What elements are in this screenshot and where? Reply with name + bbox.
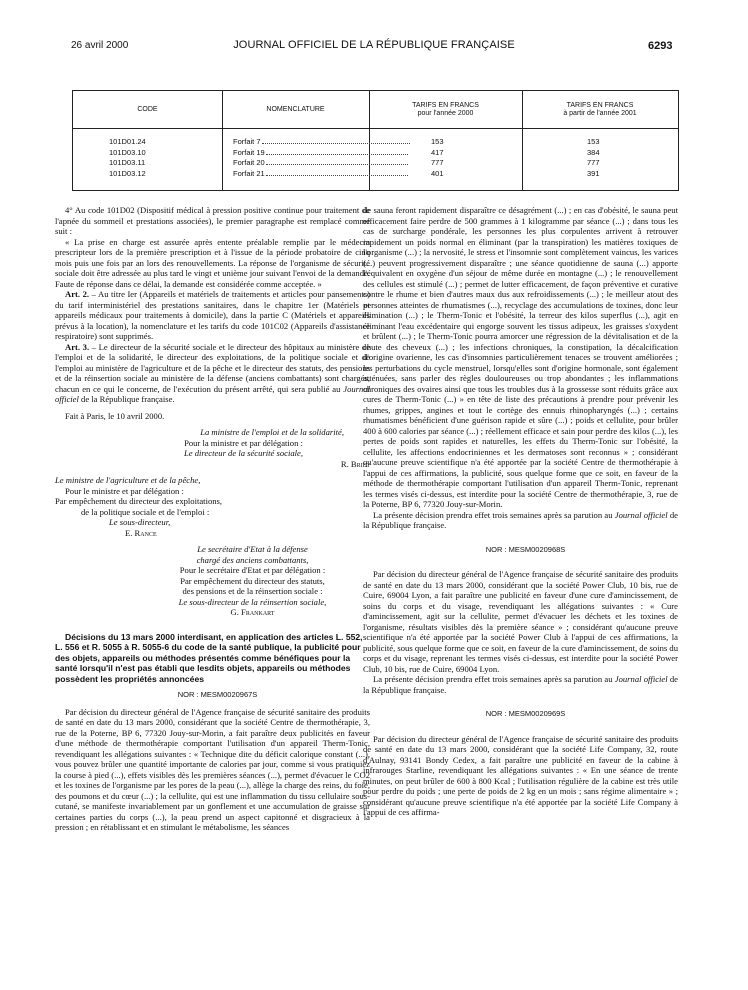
signatory-3-delegation: Pour le secrétaire d'Etat et par délégation : — [179, 565, 326, 575]
signatory-2-role: Le sous-directeur, — [109, 517, 171, 527]
nor-reference-2: NOR : MESM0020968S — [485, 544, 566, 554]
col-header-code: CODE — [137, 105, 158, 113]
signatory-3-role: Le sous-directeur de la réinsertion sociale, — [178, 596, 327, 607]
paragraph-decision-life-company: Par décision du directeur général de l'Agence française de sécurité sanitaire des produits de santé en date du 13 mars 2000, considérant que la société Life Company, 32, route d'Aulnay, 93141 Bondy Cedex, a fait paraître une publicité en faveur de la cabine à infrarouges Starline, revendiquant les allégations suivantes : « En une séance de trente minutes, on peut brûler de 600 à 800 Kcal ; l'utilisation régulière de la cabine est très utile pour perdre du poids ; une perte de poids de 2 kg en un mois ; sans régime alimentaire » ; considérant qu'aucune preuve scientifique n'a été apportée par la société Life Company à l'appui de ces affirma- — [363, 733, 678, 817]
col-header-nomenclature: NOMENCLATURE — [266, 105, 325, 113]
code-cells: 101D01.24 101D03.10 101D03.11 101D03.12 — [109, 137, 146, 178]
tariff-table — [72, 90, 679, 191]
paragraph-decision-thermotherapie: Par décision du directeur général de l'Agence française de sécurité sanitaire des produits de santé en date du 13 mars 2000, considérant que la société Centre de thermothérapie, 3, rue de la Poterne, BP 6, 77320 Jouy-sur-Morin, a fait paraître deux publicités en faveur d'une méthode de thermothérapie comportant l'utilisation d'un appareil Therm-Tonic, revendiquant les allégations suivantes : « Technique dite du déficit calorique constant (...), vous pouvez brûler une quantité importante de calories par jour, comme si vous pratiquiez la course à pied (...), effets visibles dès les premières séances (...), permet d'évacuer le CO2 et les toxines de l'organisme par les pores de la peau (...), allège la charge des reins, du foie, des poumons et du cœur (...) ; la cellulite, qui est une inflammation du tissu cellulaire sous-cutané, se manifeste invariablement par un gonflement et une accumulation de graisse sur certaines parties du corps (...), la peau prend un aspect capitonné et disgracieux à la pression ; en rétablissant et en stimulant le métabolisme, les séances — [55, 706, 370, 832]
col-header-tarif-2000: TARIFS EN FRANCS pour l'année 2000 — [412, 101, 479, 117]
signatory-3-title: Le secrétaire d'Etat à la défense — [197, 544, 308, 554]
signatory-1-name: R. Briet — [340, 458, 370, 469]
right-column — [363, 205, 678, 818]
article-2: Art. 2. – Au titre Ier (Appareils et matériels de traitements et articles pour pansements) du tarif interministériel des prestations sanitaires, dans le chapitre 1er (Matériels et appareils médicaux pour traitements à domicile), dans la partie C (Matériels et appareils prévus à la location), la nomenclature et les tarifs du code 101C02 (Appareils d'assistance respiratoire) sont supprimés. — [55, 289, 371, 341]
tarif-2000-cells: 153 417 777 401 — [431, 137, 444, 178]
paragraph-therm-tonic-claims: de sauna feront rapidement disparaître ce désagrément (...) ; en cas d'obésité, le sauna peut efficacement faire perdre de 500 grammes à 1 kilogramme par séance (...) ; dans tous les cas de surcharge pondérale, les personnes les plus corpulentes arrivent à retrouver rapidement un poids normal en éliminant (par la transpiration) les matières toxiques de l'organisme (...) ; la nervosité, le stress et l'insomnie sont complètement vaincus, les varices (...) peuvent progressivement disparaître ; une séance quotidienne de sauna (...) apporte l'équivalent en oxygène d'un séjour de même durée en montagne (...) ; le renouvellement des cellules est stimulé (...) ; permet de lutter efficacement, de façon préventive et curative contre le rhume et bien d'autres maux dus aux refroidissements (...) ; le meilleur atout des personnes atteintes de rhumatismes (...), recyclage des accumulations de toxines, donc leur élimination (...) ; le Therm-Tonic et l'obésité, la terreur des kilos superflus (...), agit en éliminant l'eau excédentaire qui engorge souvent les tissus adipeux, les graisses s'oxydent et brûlent (...) ; le Therm-Tonic pourra amorcer une régression de la dévitalisation et de la chute des cheveux (...) ; les infections chroniques, la constipation, la décalcification d'origine ovarienne, les cas d'insomnies particulièrement tenaces se trouvent améliorées ; les perturbations du cycle menstruel, lorsqu'elles sont d'origine hormonale, sont également atténuées, sans parler des règles douloureuses ou trop abondantes ; les inflammations chroniques des ovaires ainsi que tous les troubles dus à la grossesse sont réduits grâce aux cures de Therm-Tonic (...) » en tête de liste des précautions à prendre pour prévenir les rhumes, grippes, angines et tout le cortège des ennuis rhinopharyngés (...) ; certains rhumatismes bénéficient d'une guérison rapide et sûre (...) ; poids et cellulite, pour brûler 400 à 600 calories par séance (...) ; réellement efficace et sain pour perdre des kilos (...), les pertes de poids sont rapides et naturelles, les effets du Therm-Tonic sur l'obésité, la cellulite, les affections endocriniennes et les dermatoses sont reconnus » ; considérant qu'aucune preuve scientifique n'a été apportée par la société Centre de thermothérapie à l'appui de ces affirmations, la publicité, sous quelque forme que ce soit, en faveur de la méthode de thermothérapie comportant l'utilisation d'un appareil Therm-Tonic, reprenant les termes visés ci-dessus, est interdite pour la société Centre de thermothérapie, 3, rue de la Poterne, BP 6, 77320 Jouy-sur-Morin. — [363, 205, 678, 509]
nor-reference-1: NOR : MESM0020967S — [177, 690, 258, 699]
nomenclature-cells: Forfait 7 Forfait 19 Forfait 20 Forfait 21 — [233, 137, 410, 179]
signatory-2-direction: de la politique sociale et de l'emploi : — [81, 506, 210, 517]
paragraph-prise-en-charge: « La prise en charge est assurée après entente préalable remplie par le médecin prescripteur lors de la première prescription et à l'issue de la période probatoire de cinq mois puis une fois par an lors des renouvellements. La réponse de l'organisme de sécurité sociale doit être adressée au plus tard le vingt et unième jour suivant l'envoi de la demande. Faute de réponse dans ce délai, la demande est considérée comme acceptée. » — [55, 236, 370, 289]
col-header-tarif-2001: TARIFS EN FRANCS à partir de l'année 2001 — [563, 101, 637, 117]
left-column — [55, 205, 370, 833]
paragraph-effect-2: La présente décision prendra effet trois semaines après sa parution au Journal officiel de la République française. — [363, 674, 678, 695]
signatory-1-delegation: Pour la ministre et par délégation : — [184, 437, 303, 448]
tarif-2001-cells: 153 384 777 391 — [587, 137, 600, 178]
signature-date: Fait à Paris, le 10 avril 2000. — [65, 410, 165, 421]
paragraph-effect-1: La présente décision prendra effet trois semaines après sa parution au Journal officiel de la République française. — [363, 509, 678, 530]
signatory-2-title: Le ministre de l'agriculture et de la pêche, — [55, 475, 201, 485]
decision-heading: Décisions du 13 mars 2000 interdisant, en application des articles L. 552, L. 556 et R. 5055 à R. 5055-6 du code de la santé publique, la publicité pour des objets, appareils ou méthodes présentés comme bénéfiques pour la santé lorsqu'il n'est pas établi que lesdits objets, appareils ou méthodes possèdent les propriétés annoncées — [55, 631, 363, 684]
page-number: 6293 — [648, 40, 673, 52]
header-date: 26 avril 2000 — [71, 40, 129, 51]
signatory-1-role: Le directeur de la sécurité sociale, — [183, 448, 303, 458]
signatory-1-title: La ministre de l'emploi et de la solidarité, — [200, 427, 344, 437]
signatory-3-direction: des pensions et de la réinsertion sociale : — [182, 586, 323, 596]
signatory-2-empechement: Par empêchement du directeur des exploitations, — [55, 496, 223, 506]
signatory-3-name: G. Frankart — [230, 607, 275, 617]
signatory-3-empechement: Par empêchement du directeur des statuts, — [180, 575, 325, 586]
signatory-3-subtitle: chargé des anciens combattants, — [196, 554, 309, 565]
signatory-2-delegation: Pour le ministre et par délégation : — [65, 485, 184, 496]
signatory-2-name: E. Rance — [125, 527, 157, 538]
paragraph-code-101d02: 4° Au code 101D02 (Dispositif médical à pression positive continue pour traitement de l'apnée du sommeil et prestations associées), le premier paragraphe est remplacé comme suit : — [55, 205, 370, 236]
header-title: JOURNAL OFFICIEL DE LA RÉPUBLIQUE FRANÇAISE — [233, 39, 515, 51]
paragraph-decision-power-club: Par décision du directeur général de l'Agence française de sécurité sanitaire des produits de santé en date du 13 mars 2000, considérant que la société Power Club, 10 bis, rue de Cuire, 69004 Lyon, a fait paraître une publicité en faveur d'une cure d'amincissement, de soins du corps et du visage, revendiquant les allégations suivantes : « Cure d'amincissement, agit sur la cellulite, permet d'évacuer les déchets et les toxines de l'organisme, résultats visibles dès la première séance » ; considérant qu'aucune preuve scientifique n'a été apportée par la société Power Club à l'appui de ces affirmations, la publicité, sous quelque forme que ce soit, en faveur de la cure d'amincissement, de soins du corps et du visage, reprenant les termes visés ci-dessus, est interdite pour la société Power Club, 10 bis, rue de Cuire, 69004 Lyon. — [363, 569, 678, 674]
article-3: Art. 3. – Le directeur de la sécurité sociale et le directeur des hôpitaux au ministère de l'emploi et de la solidarité, le directeur des exploitations, de la politique sociale et de l'emploi au ministère de l'agriculture et de la pêche et le directeur des statuts, des pensions et de la réinsertion sociale au ministère de la défense (anciens combattants) sont chargés, chacun en ce qui le concerne, de l'exécution du présent arrêté, qui sera publié au Journal officiel de la République française. — [55, 341, 371, 404]
nor-reference-3: NOR : MESM0020969S — [485, 709, 566, 718]
